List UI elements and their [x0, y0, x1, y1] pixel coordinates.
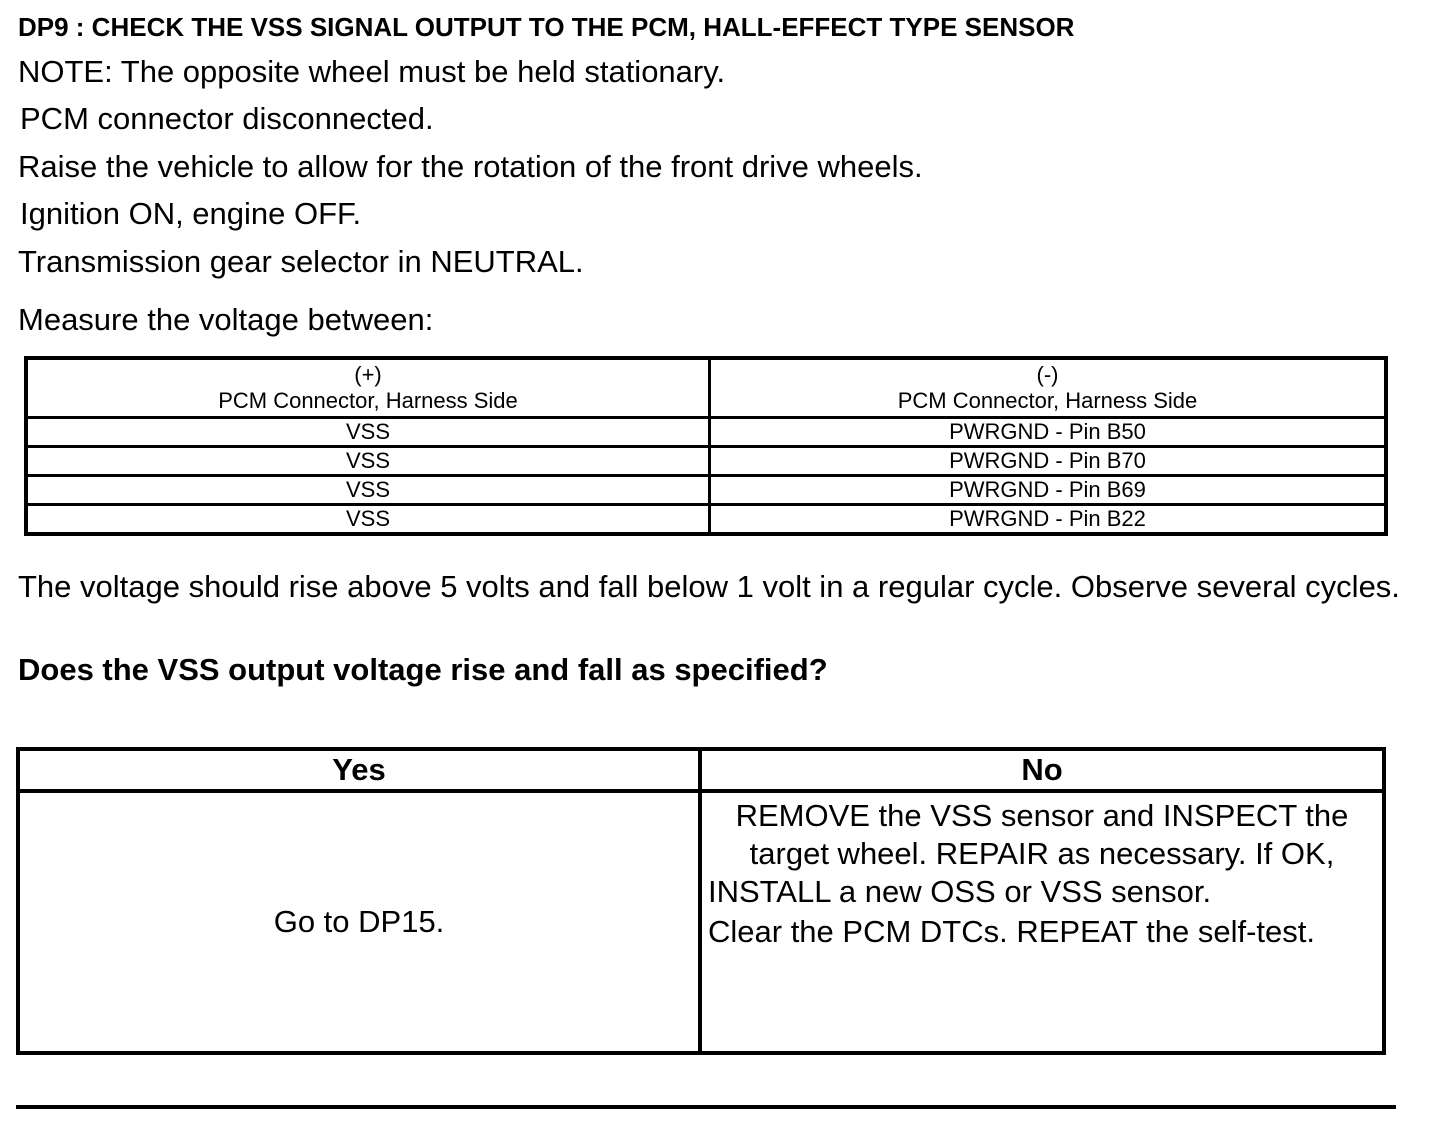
- positive-cell: VSS: [26, 505, 710, 535]
- negative-polarity: (-): [1036, 362, 1059, 387]
- condition-ignition: Ignition ON, engine OFF.: [20, 196, 362, 231]
- positive-cell: VSS: [26, 447, 710, 476]
- measure-intro: Measure the voltage between:: [18, 302, 434, 337]
- yes-action: [18, 791, 700, 1053]
- no-action-line: REMOVE the VSS sensor and INSPECT the: [735, 798, 1349, 833]
- table-row: [26, 418, 1386, 447]
- positive-cell: VSS: [26, 476, 710, 505]
- no-action-line: target wheel. REPAIR as necessary. If OK,: [749, 836, 1335, 871]
- bottom-rule: [16, 1105, 1396, 1109]
- negative-cell: PWRGND - Pin B22: [710, 505, 1387, 535]
- measurement-table-header: [26, 358, 1386, 418]
- measurement-table: [24, 356, 1388, 536]
- negative-header: [710, 358, 1387, 418]
- negative-cell: PWRGND - Pin B50: [710, 418, 1387, 447]
- yes-header: Yes: [18, 749, 700, 791]
- negative-cell: PWRGND - Pin B70: [710, 447, 1387, 476]
- no-header: No: [700, 749, 1384, 791]
- result-table-header: [18, 749, 1384, 791]
- condition-raise-vehicle: Raise the vehicle to allow for the rotation of the front drive wheels.: [18, 149, 923, 184]
- positive-label: PCM Connector, Harness Side: [218, 388, 518, 413]
- result-table: [16, 747, 1386, 1055]
- table-row: [26, 476, 1386, 505]
- yes-action-text: Go to DP15.: [273, 904, 445, 939]
- table-row: [26, 447, 1386, 476]
- no-action-line: Clear the PCM DTCs. REPEAT the self-test.: [708, 914, 1315, 949]
- no-action: [700, 791, 1384, 1053]
- positive-header: [26, 358, 710, 418]
- voltage-instruction: The voltage should rise above 5 volts and fall below 1 volt in a regular cycle. Observe several cycles.: [18, 569, 1400, 604]
- positive-cell: VSS: [26, 418, 710, 447]
- condition-note: NOTE: The opposite wheel must be held stationary.: [18, 54, 726, 89]
- table-row: [26, 505, 1386, 535]
- no-action-line: INSTALL a new OSS or VSS sensor.: [708, 874, 1212, 909]
- result-table-body: [18, 791, 1384, 1053]
- condition-pcm-connector: PCM connector disconnected.: [20, 101, 434, 136]
- condition-transmission: Transmission gear selector in NEUTRAL.: [18, 244, 584, 279]
- positive-polarity: (+): [354, 362, 382, 387]
- page-title: DP9 : CHECK THE VSS SIGNAL OUTPUT TO THE PCM, HALL-EFFECT TYPE SENSOR: [18, 12, 1075, 42]
- negative-label: PCM Connector, Harness Side: [897, 388, 1198, 413]
- negative-cell: PWRGND - Pin B69: [710, 476, 1387, 505]
- decision-question: Does the VSS output voltage rise and fall as specified?: [18, 652, 828, 687]
